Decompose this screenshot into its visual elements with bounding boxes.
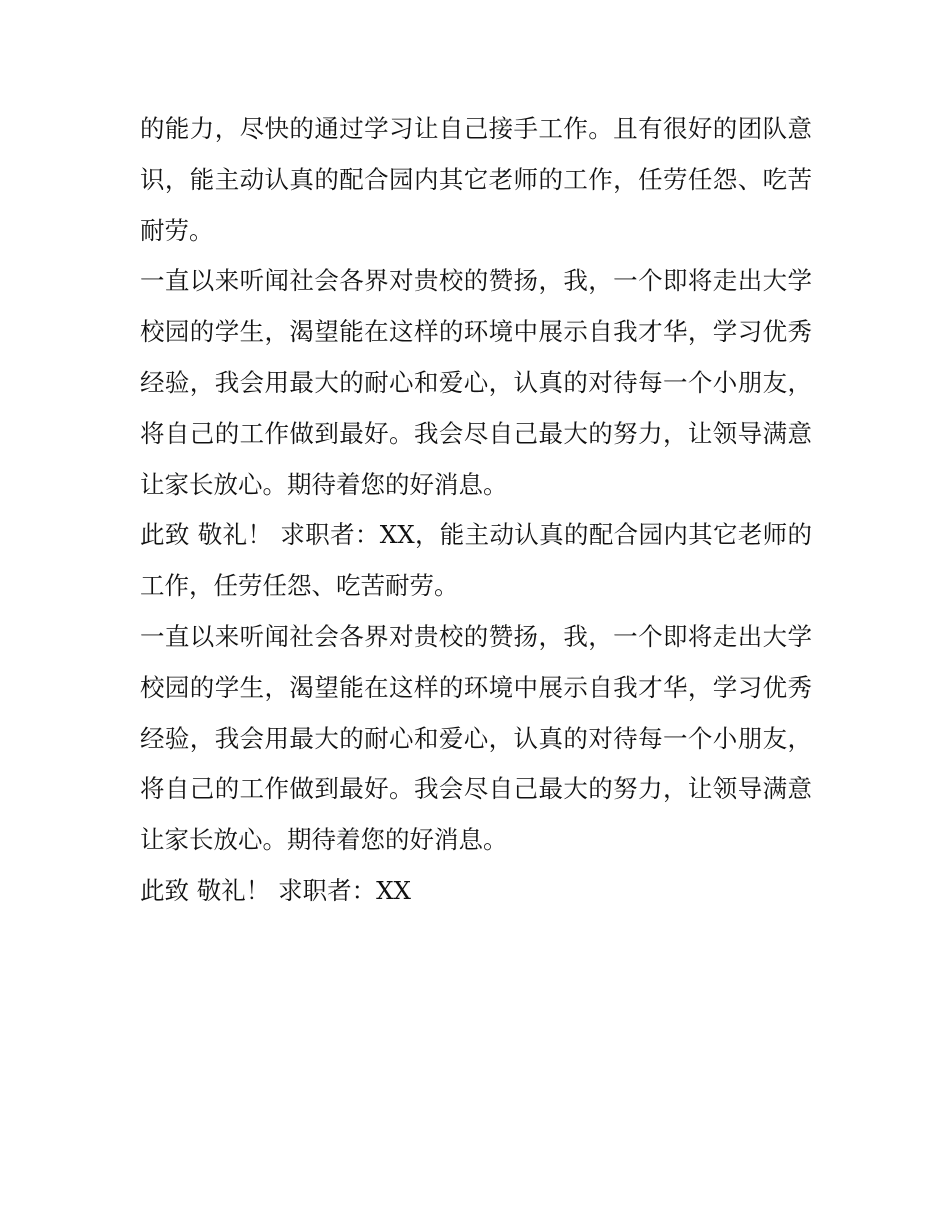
paragraph-1: 的能力，尽快的通过学习让自己接手工作。且有很好的团队意识，能主动认真的配合园内其它老师的工作，任劳任怨、吃苦耐劳。	[140, 114, 812, 245]
body-text	[140, 104, 812, 917]
paragraph-4: 一直以来听闻社会各界对贵校的赞扬，我，一个即将走出大学校园的学生，渴望能在这样的环境中展示自我才华，学习优秀经验，我会用最大的耐心和爱心，认真的对待每一个小朋友，将自己的工作做到最好。我会尽自己最大的努力，让领导满意让家长放心。期待着您的好消息。	[140, 621, 812, 855]
paragraph-3-closing: 此致 敬礼！ 求职者：XX，能主动认真的配合园内其它老师的工作，任劳任怨、吃苦耐劳。	[140, 520, 812, 601]
paragraph-2: 一直以来听闻社会各界对贵校的赞扬，我，一个即将走出大学校园的学生，渴望能在这样的环境中展示自我才华，学习优秀经验，我会用最大的耐心和爱心，认真的对待每一个小朋友，将自己的工作做到最好。我会尽自己最大的努力，让领导满意让家长放心。期待着您的好消息。	[140, 266, 812, 499]
paragraph-5-closing: 此致 敬礼！ 求职者：XX	[140, 875, 411, 905]
